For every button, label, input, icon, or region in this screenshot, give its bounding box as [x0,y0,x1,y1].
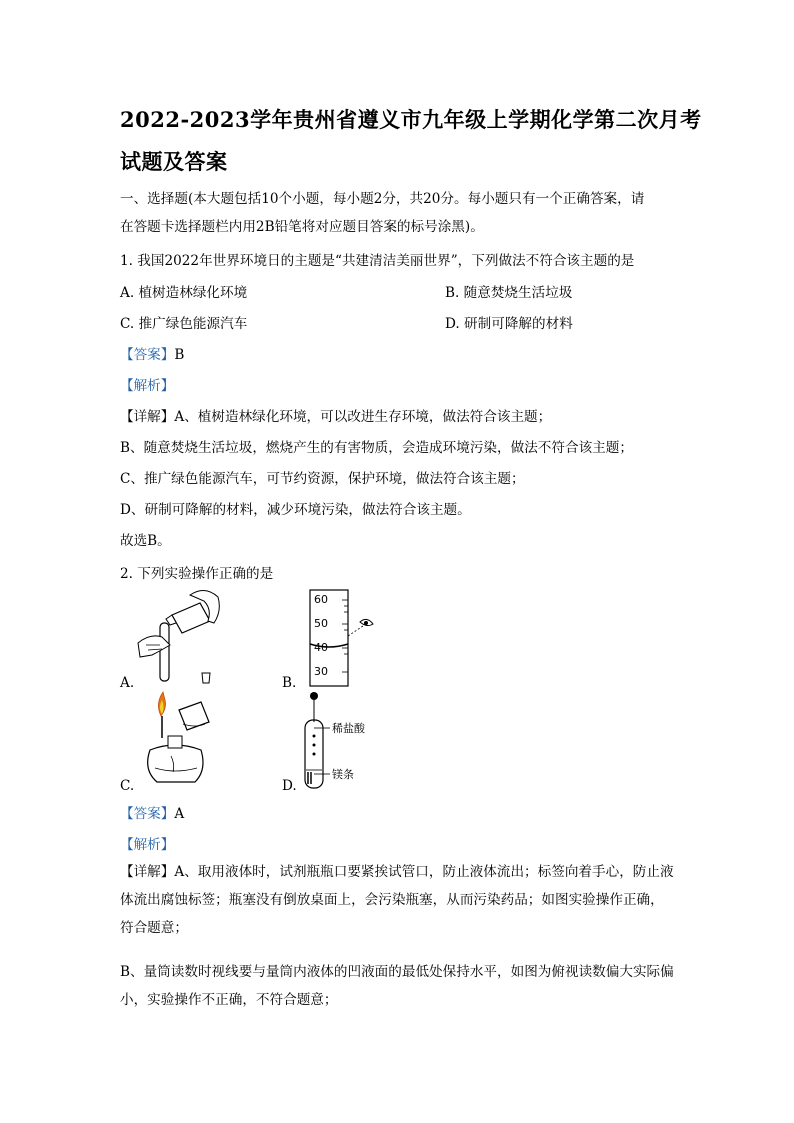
answer-value: B [174,347,185,363]
analysis-tag: 【解析】 [120,378,175,394]
q2-detail-b: B、量筒读数时视线要与量筒内液体的凹液面的最低处保持水平，如图为俯视读数偏大实际偏小，实验操作不正确，不符合题意； [120,964,674,1008]
q2-detail-a [120,858,675,942]
cylinder-tick-30: 30 [314,665,328,678]
figure-c-alcohol-lamp [135,690,225,790]
detail-text: A、植树造林绿化环境，可以改进生存环境，做法符合该主题； [174,409,552,425]
q1-option-d: D. 研制可降解的材料 [445,316,573,332]
detail-text: A、取用液体时，试剂瓶瓶口要紧挨试管口，防止液体流出；标签向着手心，防止液体流出腐蚀标签；瓶塞没有倒放桌面上，会污染瓶塞，从而污染药品；如图实验操作正确，符合题意； [120,864,674,936]
answer-value: A [174,806,185,822]
magnesium-label: 镁条 [332,768,354,781]
answer-tag: 【答案】 [120,806,175,822]
cylinder-tick-50: 50 [314,617,328,630]
section-heading: 一、选择题(本大题包括10个小题，每小题2分，共20分。每小题只有一个正确答案，请 [120,191,645,207]
figure-b-cylinder-reading [305,588,380,688]
q2-analysis-tag [120,833,174,853]
analysis-tag: 【解析】 [120,837,175,853]
cylinder-tick-40: 40 [314,641,328,654]
q1-analysis-tag [120,374,174,394]
q1-detail-b: B、随意焚烧生活垃圾，燃烧产生的有害物质，会造成环境污染，做法不符合该主题； [120,440,633,456]
q1-detail-c: C、推广绿色能源汽车，可节约资源，保护环境，做法符合该主题； [120,471,525,487]
q1-detail-a [120,405,551,425]
doc-title-line1: 2022-2023学年贵州省遵义市九年级上学期化学第二次月考 [120,107,702,132]
answer-tag: 【答案】 [120,347,175,363]
q2-stem: 2. 下列实验操作正确的是 [120,566,274,582]
cylinder-tick-60: 60 [314,593,328,606]
q2-answer [120,802,184,822]
section-heading-cont: 在答题卡选择题栏内用2B铅笔将对应题目答案的标号涂黑)。 [120,219,484,235]
q2-label-b: B. [282,675,297,691]
q1-option-c: C. 推广绿色能源汽车 [120,316,248,332]
detail-tag: 【详解】 [120,864,175,880]
q1-option-b: B. 随意焚烧生活垃圾 [445,285,573,301]
q1-stem: 1. 我国2022年世界环境日的主题是“共建清洁美丽世界”，下列做法不符合该主题的是 [120,253,635,269]
q2-label-c: C. [120,778,135,794]
acid-label: 稀盐酸 [332,722,365,735]
q2-label-d: D. [282,778,297,794]
figure-d-acid-magnesium [302,690,382,790]
q1-conclusion: 故选B。 [120,533,171,549]
doc-title-line2: 试题及答案 [120,149,228,174]
q1-option-a: A. 植树造林绿化环境 [120,285,248,301]
detail-tag: 【详解】 [120,409,175,425]
figure-a-pouring-liquid [130,585,225,690]
q2-label-a: A. [120,675,135,691]
q1-detail-d: D、研制可降解的材料，减少环境污染，做法符合该主题。 [120,502,471,518]
q1-answer [120,343,184,363]
